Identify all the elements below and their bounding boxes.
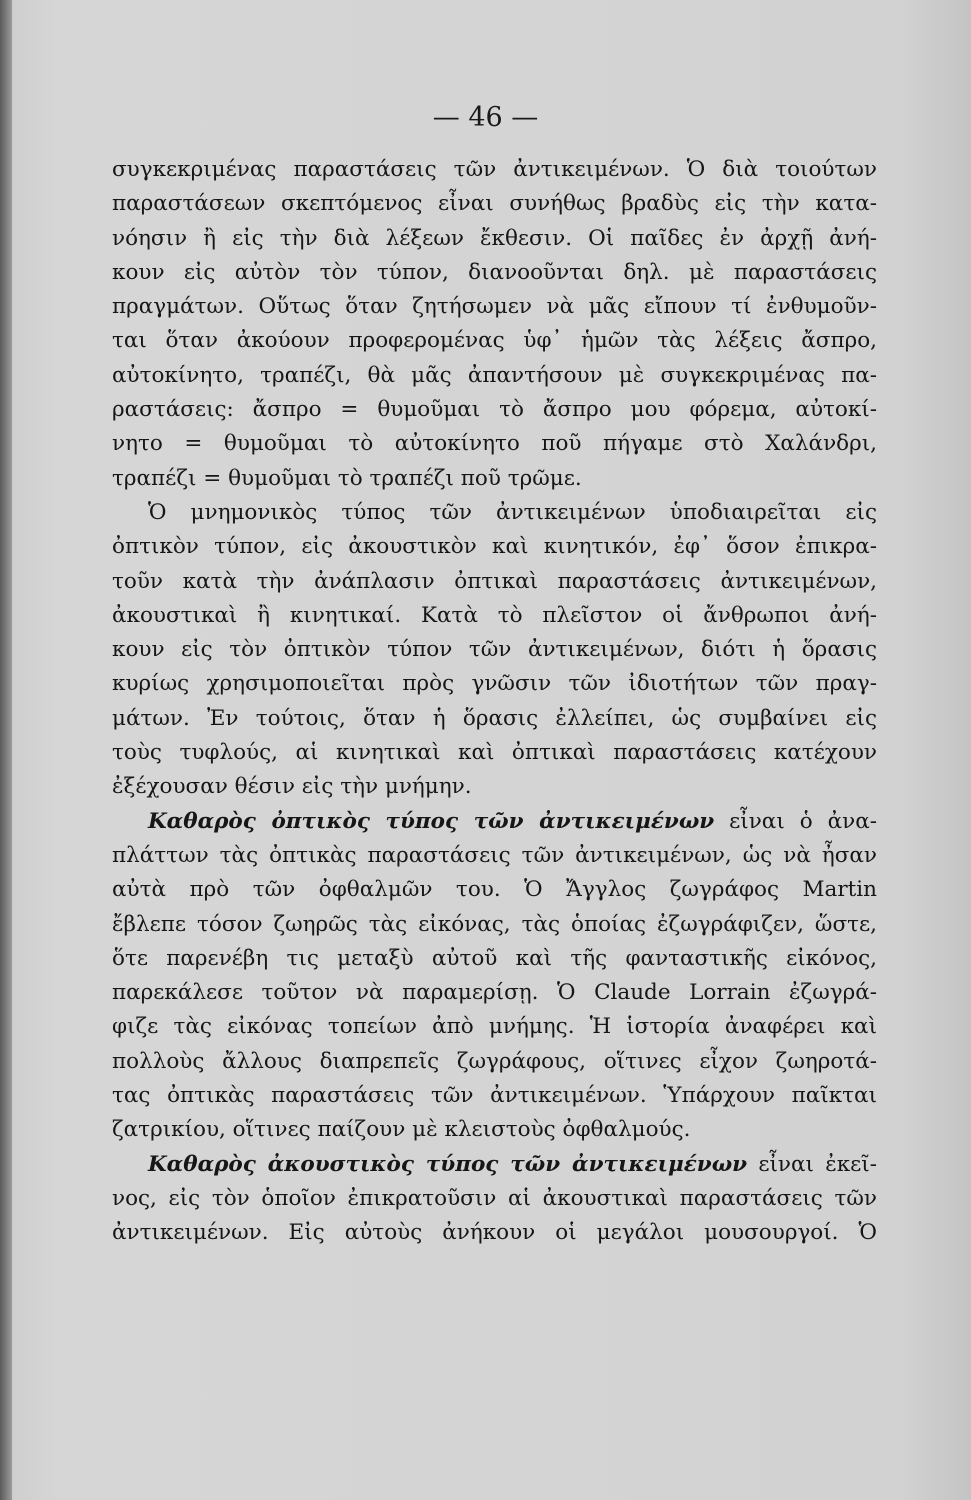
text-line: ὅτε παρενέβη τις μεταξὺ αὐτοῦ καὶ τῆς φανταστικῆς εἰκόνος,	[112, 945, 877, 971]
text-line: τοὺς τυφλούς, αἱ κινητικαὶ καὶ ὀπτικαὶ παραστάσεις κατέχουν	[112, 740, 877, 766]
text-line: κουν εἰς αὐτὸν τὸν τύπον, διανοοῦνται δηλ. μὲ παραστάσεις	[112, 259, 877, 285]
text-line: ὀπτικὸν τύπον, εἰς ἀκουστικὸν καὶ κινητικόν, ἐφ᾽ ὅσον ἐπικρα-	[112, 534, 877, 560]
term-heading: Καθαρὸς ὀπτικὸς τύπος τῶν ἀντικειμένων	[148, 808, 715, 834]
text-line: νόησιν ἢ εἰς τὴν διὰ λέξεων ἔκθεσιν. Οἱ παῖδες ἐν ἀρχῇ ἀνή-	[112, 225, 877, 251]
text-line: Ὁ μνημονικὸς τύπος τῶν ἀντικειμένων ὑποδιαιρεῖται εἰς	[148, 499, 877, 525]
text-line: ἐξέχουσαν θέσιν εἰς τὴν μνήμην.	[112, 774, 472, 800]
text-line: παρεκάλεσε τοῦτον νὰ παραμερίσῃ. Ὁ Claude Lorrain ἐζωγρά-	[112, 980, 877, 1006]
text-line: συγκεκριμένας παραστάσεις τῶν ἀντικειμένων. Ὁ διὰ τοιούτων	[112, 157, 877, 182]
text-line: αὐτοκίνητο, τραπέζι, θὰ μᾶς ἀπαντήσουν μὲ συγκεκριμένας πα-	[112, 362, 877, 388]
term-heading: Καθαρὸς ἀκουστικὸς τύπος τῶν ἀντικειμένων	[148, 1151, 748, 1177]
text-line: ἔβλεπε τόσον ζωηρῶς τὰς εἰκόνας, τὰς ὁποίας ἐζωγράφιζεν, ὥστε,	[112, 911, 877, 937]
text-line: νος, εἰς τὸν ὁποῖον ἐπικρατοῦσιν αἱ ἀκουστικαὶ παραστάσεις τῶν	[112, 1185, 877, 1211]
text-line	[112, 805, 877, 839]
text-line: ται ὅταν ἀκούουν προφερομένας ὑφ᾽ ἡμῶν τὰς λέξεις ἄσπρο,	[112, 328, 877, 354]
binding-edge	[0, 0, 12, 1500]
text-line: φιζε τὰς εἰκόνας τοπείων ἀπὸ μνήμης. Ἡ ἱστορία ἀναφέρει καὶ	[112, 1014, 877, 1040]
text-line: παραστάσεων σκεπτόμενος εἶναι συνήθως βραδὺς εἰς τὴν κατα-	[112, 191, 877, 217]
text-line: κουν εἰς τὸν ὀπτικὸν τύπον τῶν ἀντικειμένων, διότι ἡ ὅρασις	[112, 637, 877, 663]
text-line: ραστάσεις: ἄσπρο = θυμοῦμαι τὸ ἄσπρο μου φόρεμα, αὐτοκί-	[112, 397, 877, 423]
text-line: κυρίως χρησιμοποιεῖται πρὸς γνῶσιν τῶν ἰδιοτήτων τῶν πραγ-	[112, 671, 877, 697]
text-line: ζατρικίου, οἵτινες παίζουν μὲ κλειστοὺς ὀφθαλμούς.	[112, 1117, 691, 1143]
page-body	[112, 153, 877, 1251]
text-line: ἀκουστικαὶ ἢ κινητικαί. Κατὰ τὸ πλεῖστον οἱ ἄνθρωποι ἀνή-	[112, 602, 877, 628]
text-line: μάτων. Ἐν τούτοις, ὅταν ἡ ὅρασις ἐλλείπει, ὡς συμβαίνει εἰς	[112, 705, 877, 731]
text-line: τας ὀπτικὰς παραστάσεις τῶν ἀντικειμένων. Ὑπάρχουν παῖκται	[112, 1083, 877, 1109]
text-line: πραγμάτων. Οὕτως ὅταν ζητήσωμεν νὰ μᾶς εἴπουν τί ἐνθυμοῦν-	[112, 294, 877, 320]
text-line	[112, 1148, 877, 1182]
text-line: τραπέζι = θυμοῦμαι τὸ τραπέζι ποῦ τρῶμε.	[112, 465, 582, 491]
text-line: τοῦν κατὰ τὴν ἀνάπλασιν ὀπτικαὶ παραστάσεις ἀντικειμένων,	[112, 568, 877, 594]
page-number: — 46 —	[432, 102, 539, 133]
text-line: πολλοὺς ἄλλους διαπρεπεῖς ζωγράφους, οἵτινες εἶχον ζωηροτά-	[112, 1048, 877, 1074]
text-line: νητο = θυμοῦμαι τὸ αὐτοκίνητο ποῦ πήγαμε στὸ Χαλάνδρι,	[112, 431, 877, 457]
text-line-rest: εἶναι ἐκεῖ-	[758, 1151, 878, 1177]
text-line: πλάττων τὰς ὀπτικὰς παραστάσεις τῶν ἀντικειμένων, ὡς νὰ ἦσαν	[112, 842, 877, 868]
text-line-rest: εἶναι ὁ ἀνα-	[729, 808, 877, 834]
text-line: ἀντικειμένων. Εἰς αὐτοὺς ἀνήκουν οἱ μεγάλοι μουσουργοί. Ὁ	[112, 1220, 877, 1246]
text-line: αὐτὰ πρὸ τῶν ὀφθαλμῶν του. Ὁ Ἄγγλος ζωγράφος Martin	[112, 877, 877, 903]
